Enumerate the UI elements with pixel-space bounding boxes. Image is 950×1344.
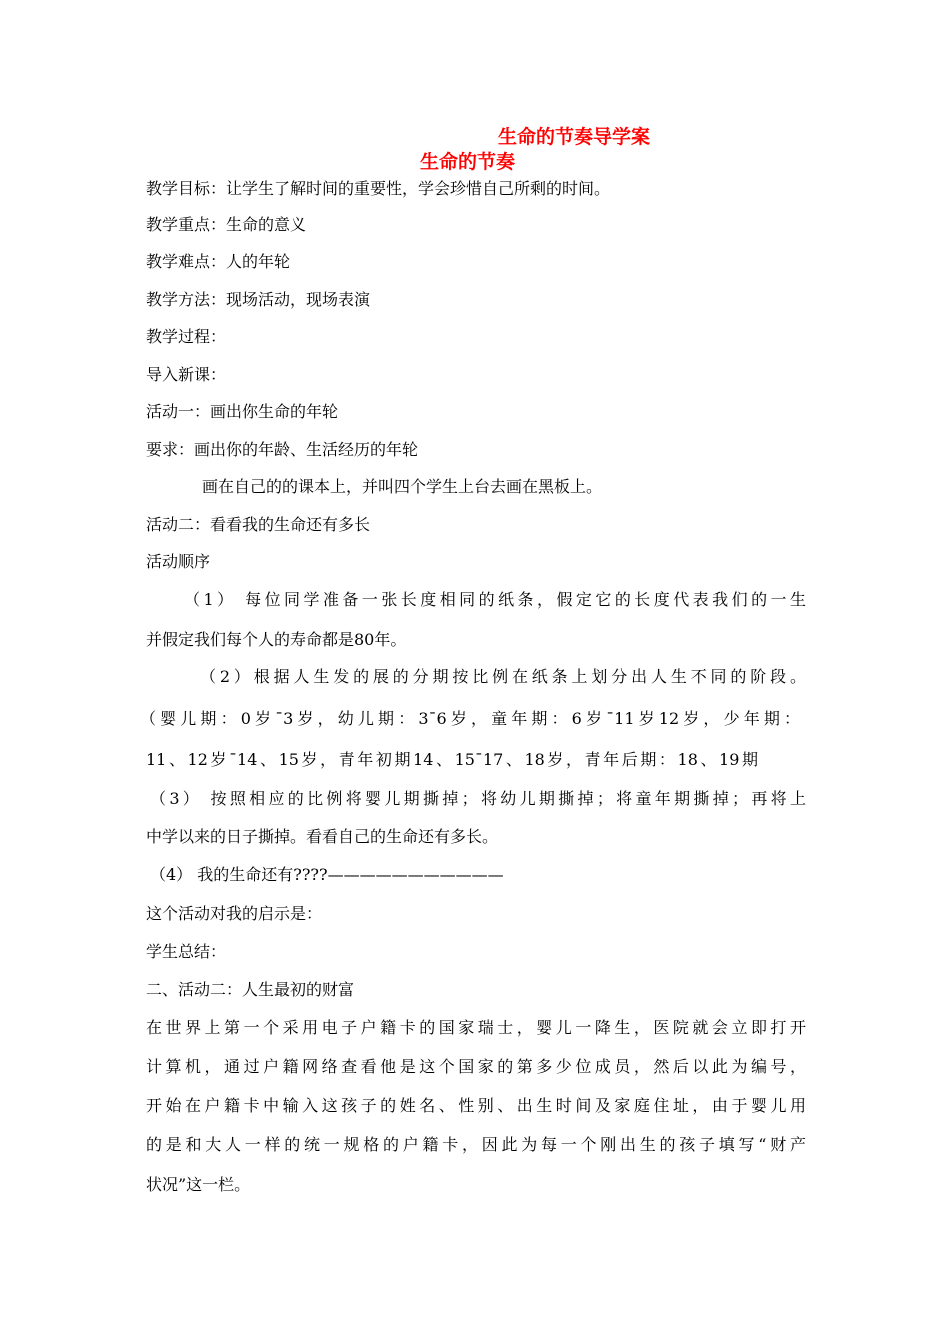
teaching-process-line: 教学过程： xyxy=(146,327,227,346)
story-line-four: 的是和大人一样的统一规格的户籍卡，因此为每一个刚出生的孩子填写“财产 xyxy=(146,1135,806,1154)
activity-one-heading: 活动一：画出你生命的年轮 xyxy=(146,402,339,421)
story-line-five: 状况”这一栏。 xyxy=(146,1175,251,1194)
activity-two-heading: 活动二：看看我的生命还有多长 xyxy=(146,515,371,534)
requirement-detail-line: 画在自己的的课本上，并叫四个学生上台去画在黑板上。 xyxy=(202,477,603,496)
teaching-focus-line: 教学重点：生命的意义 xyxy=(146,215,307,234)
section-two-heading: 二、活动二：人生最初的财富 xyxy=(146,980,355,999)
teaching-difficulty-line: 教学难点：人的年轮 xyxy=(146,252,291,271)
intro-line: 导入新课： xyxy=(146,365,227,384)
step-one-continued-line: 并假定我们每个人的寿命都是80年。 xyxy=(146,630,407,649)
step-two-line: （2）根据人生发的展的分期按比例在纸条上划分出人生不同的阶段。 xyxy=(200,667,806,686)
step-four-line: （4） 我的生命还有????——————————— xyxy=(150,865,504,884)
teaching-goal-line: 教学目标：让学生了解时间的重要性，学会珍惜自己所剩的时间。 xyxy=(146,179,611,198)
activity-order-line: 活动顺序 xyxy=(146,552,211,571)
stages-line-two: 11、12岁¯14、15岁，青年初期14、15¯17、18岁，青年后期：18、19期 xyxy=(146,750,758,769)
student-summary-line: 学生总结： xyxy=(146,942,227,961)
step-three-continued-line: 中学以来的日子撕掉。看看自己的生命还有多长。 xyxy=(146,827,499,846)
insight-line: 这个活动对我的启示是： xyxy=(146,904,323,923)
document-subtitle: 生命的节奏 xyxy=(420,151,516,173)
document-title: 生命的节奏导学案 xyxy=(498,126,651,148)
requirement-line: 要求：画出你的年龄、生活经历的年轮 xyxy=(146,440,419,459)
story-line-three: 开始在户籍卡中输入这孩子的姓名、性别、出生时间及家庭住址，由于婴儿用 xyxy=(146,1096,806,1115)
teaching-method-line: 教学方法：现场活动，现场表演 xyxy=(146,290,371,309)
story-line-one: 在世界上第一个采用电子户籍卡的国家瑞士，婴儿一降生，医院就会立即打开 xyxy=(146,1018,806,1037)
step-one-line: （1） 每位同学准备一张长度相同的纸条，假定它的长度代表我们的一生 xyxy=(184,590,806,609)
story-line-two: 计算机，通过户籍网络查看他是这个国家的第多少位成员，然后以此为编号， xyxy=(146,1057,806,1076)
stages-line-one: （婴儿期：0岁¯3岁，幼儿期：3¯6岁，童年期：6岁¯11岁12岁，少年期： xyxy=(140,709,800,728)
step-three-line: （3） 按照相应的比例将婴儿期撕掉；将幼儿期撕掉；将童年期撕掉；再将上 xyxy=(150,789,806,808)
